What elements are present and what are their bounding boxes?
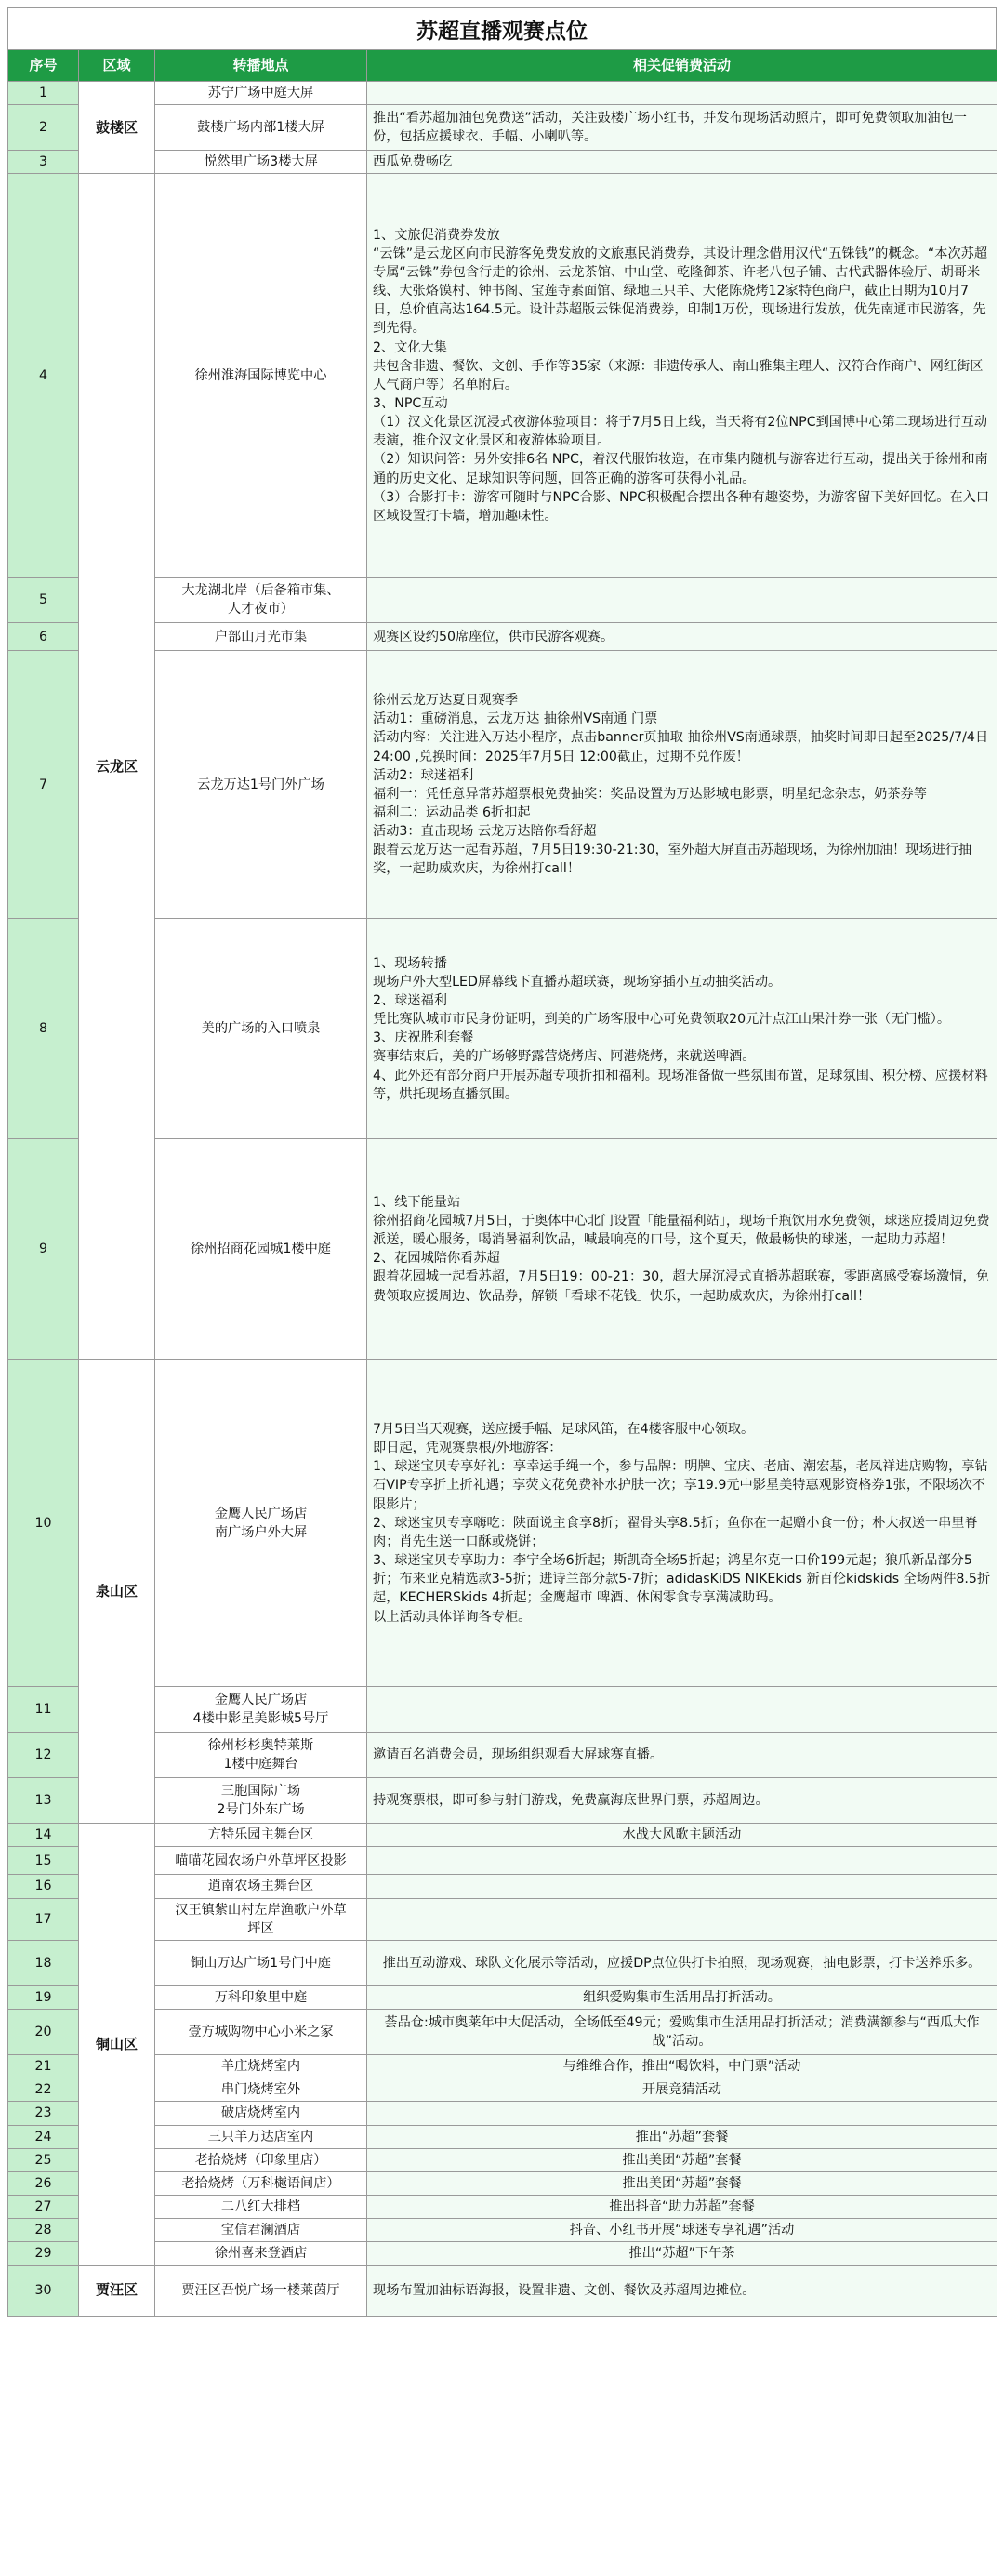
table-row <box>8 82 997 105</box>
table-row <box>8 2148 997 2171</box>
location-line: 2号门外东广场 <box>217 1802 305 1818</box>
table-row <box>8 1985 997 2009</box>
table-row <box>8 1898 997 1940</box>
activity-line: 邀请百名消费会员，现场组织观看大屏球赛直播。 <box>373 1747 664 1763</box>
location-cell <box>155 1360 367 1687</box>
row-seq: 18 <box>8 1940 79 1985</box>
activity-cell <box>367 2102 997 2125</box>
location-cell <box>155 2102 367 2125</box>
location-line: 老拾烧烤（印象里店） <box>194 2152 327 2168</box>
activity-line: 1、球迷宝贝专享好礼：享幸运手绳一个，参与品牌：明牌、宝庆、老庙、潮宏基，老凤祥进店购物，享钻石VIP专享折上折礼遇；享荧文花免费补水护肤一次；享19.9元中影星美特惠观影资格券1张，不限场次不限影片； <box>373 1459 988 1512</box>
activity-line: 即日起，凭观赛票根/外地游客： <box>373 1441 562 1456</box>
location-cell <box>155 2196 367 2219</box>
activity-cell <box>367 82 997 105</box>
activity-cell <box>367 578 997 623</box>
table-row <box>8 2055 997 2078</box>
table-row <box>8 1139 997 1360</box>
location-cell <box>155 1687 367 1733</box>
activity-line: 推出美团“苏超”套餐 <box>622 2175 742 2191</box>
activity-cell <box>367 1360 997 1687</box>
activity-cell <box>367 2125 997 2148</box>
table-row <box>8 2265 997 2316</box>
activity-line: “云铢”是云龙区向市民游客免费发放的文旅惠民消费券，其设计理念借用汉代“五铢钱”的概念。“本次苏超专属“云铢”券包含行走的徐州、云龙茶馆、中山堂、乾隆御茶、许老八包子铺、古代武器体验厅、胡哥米线、大张烙馍村、钟书阁、宝莲寺素面馆、绿地三只羊、大佬陈烧烤12家特色商户，截止日期为10月7日，总价值高达164.5元。设计苏超版云铢促消费券，印制1万份，现场进行发放，优先南通市民游客，先到先得。 <box>373 246 988 337</box>
activity-line: 现场户外大型LED屏幕线下直播苏超联赛，现场穿插小互动抽奖活动。 <box>373 974 782 989</box>
header-activity: 相关促销费活动 <box>367 50 997 82</box>
activity-line: 3、NPC互动 <box>373 395 448 411</box>
activity-line: 水战大风歌主题活动 <box>622 1827 742 1843</box>
row-seq: 1 <box>8 82 79 105</box>
row-seq: 7 <box>8 651 79 919</box>
location-line: 人才夜市） <box>228 602 294 617</box>
location-line: 串门烧烤室外 <box>220 2082 301 2098</box>
activity-line: （3）合影打卡：游客可随时与NPC合影、NPC积极配合摆出各种有趣姿势，为游客留下美好回忆。在入口区域设置打卡墙，增加趣味性。 <box>373 489 990 524</box>
activity-line: 3、球迷宝贝专享助力：李宁全场6折起；斯凯奇全场5折起；鸿星尔克一口价199元起；狼爪新品部分5折；布来亚克精选款3-5折；进诗兰部分款5-7折；adidasKiDS NIKEkids 新百伦kidskids 全场两件8.5折起，KECHERSkids 4折起；金鹰超市 啤酒、休闲零食专享满减助玛。 <box>373 1553 991 1606</box>
location-line: 三只羊万达店室内 <box>207 2129 314 2144</box>
activity-line: 跟着云龙万达一起看苏超，7月5日19:30-21:30，室外超大屏直击苏超现场，为徐州加油！现场进行抽奖，一起助威欢庆，为徐州打call！ <box>373 843 972 877</box>
location-cell <box>155 1847 367 1875</box>
activity-line: 1、线下能量站 <box>373 1194 461 1210</box>
district-cell: 云龙区 <box>79 174 155 1360</box>
location-cell <box>155 1778 367 1824</box>
activity-cell <box>367 919 997 1139</box>
row-seq: 29 <box>8 2242 79 2265</box>
activity-cell <box>367 2171 997 2195</box>
location-cell <box>155 919 367 1139</box>
location-line: 大龙湖北岸（后备箱市集、 <box>181 583 340 599</box>
activity-line: 推出互动游戏、球队文化展示等活动，应援DP点位供打卡拍照，现场观赛，抽电影票，打卡送养乐多。 <box>382 1955 982 1971</box>
activity-cell <box>367 1824 997 1847</box>
row-seq: 6 <box>8 623 79 651</box>
location-line: 贾汪区吾悦广场一楼莱茵厅 <box>181 2282 340 2298</box>
row-seq: 15 <box>8 1847 79 1875</box>
location-cell <box>155 1940 367 1985</box>
activity-line: 以上活动具体详询各专柜。 <box>373 1609 532 1625</box>
location-cell <box>155 2265 367 2316</box>
location-cell <box>155 623 367 651</box>
table-row <box>8 1733 997 1778</box>
location-line: 三胞国际广场 <box>220 1784 301 1799</box>
location-line: 二八红大排档 <box>220 2199 301 2215</box>
activity-line: 西瓜免费畅吃 <box>373 154 453 170</box>
activity-cell <box>367 2196 997 2219</box>
location-line: 金鹰人民广场店 <box>214 1506 308 1521</box>
activity-line: 凭比赛队城市市民身份证明，到美的广场客服中心可免费领取20元汁点江山果汁券一张（无门槛）。 <box>373 1012 951 1028</box>
activity-line: 2、花园城陪你看苏超 <box>373 1251 500 1267</box>
location-cell <box>155 1898 367 1940</box>
row-seq: 30 <box>8 2265 79 2316</box>
table-row <box>8 1824 997 1847</box>
location-line: 4楼中影星美影城5号厅 <box>192 1711 329 1727</box>
activity-line: 活动1：重磅消息，云龙万达 抽徐州VS南通 门票 <box>373 711 658 727</box>
activity-cell <box>367 2010 997 2055</box>
row-seq: 9 <box>8 1139 79 1360</box>
row-seq: 8 <box>8 919 79 1139</box>
table-row <box>8 1687 997 1733</box>
table-row <box>8 2219 997 2242</box>
location-line: 铜山万达广场1号门中庭 <box>191 1955 331 1971</box>
row-seq: 27 <box>8 2196 79 2219</box>
header-seq: 序号 <box>8 50 79 82</box>
row-seq: 21 <box>8 2055 79 2078</box>
row-seq: 28 <box>8 2219 79 2242</box>
location-cell <box>155 1985 367 2009</box>
table-row <box>8 174 997 578</box>
activity-cell <box>367 1687 997 1733</box>
row-seq: 22 <box>8 2078 79 2102</box>
location-line: 南广场户外大屏 <box>214 1524 308 1540</box>
district-cell: 贾汪区 <box>79 2265 155 2316</box>
location-cell <box>155 2219 367 2242</box>
location-line: 苏宁广场中庭大屏 <box>207 86 314 100</box>
location-line: 云龙万达1号门外广场 <box>197 777 324 792</box>
location-cell <box>155 2010 367 2055</box>
activity-line: 共包含非遗、餐饮、文创、手作等35家（来源：非遗传承人、南山雅集主理人、汉符合作商户、网红街区人气商户等）名单附后。 <box>373 358 984 392</box>
activity-line: 抖音、小红书开展“球迷专享礼遇”活动 <box>569 2223 795 2238</box>
activity-cell <box>367 623 997 651</box>
location-line: 喵喵花园农场户外草坪区投影 <box>175 1852 347 1868</box>
table-row <box>8 2078 997 2102</box>
table-row <box>8 651 997 919</box>
activity-cell <box>367 2242 997 2265</box>
row-seq: 2 <box>8 105 79 151</box>
activity-line: 1、现场转播 <box>373 955 447 971</box>
location-line: 鼓楼广场内部1楼大屏 <box>197 120 324 136</box>
row-seq: 11 <box>8 1687 79 1733</box>
table-row <box>8 2010 997 2055</box>
activity-cell <box>367 2055 997 2078</box>
location-line: 逍南农场主舞台区 <box>207 1879 314 1894</box>
activity-line: 开展竞猜活动 <box>641 2082 722 2098</box>
location-cell <box>155 1824 367 1847</box>
location-cell <box>155 578 367 623</box>
row-seq: 12 <box>8 1733 79 1778</box>
table-row <box>8 623 997 651</box>
row-seq: 3 <box>8 151 79 174</box>
activity-line: 2、文化大集 <box>373 339 447 355</box>
location-line: 羊庄烧烤室内 <box>220 2059 301 2075</box>
location-line: 1楼中庭舞台 <box>223 1757 298 1773</box>
location-line: 万科印象里中庭 <box>214 1989 308 2005</box>
table-row <box>8 919 997 1139</box>
table-row <box>8 1778 997 1824</box>
activity-line: 荟品仓:城市奥莱年中大促活动，全场低至49元；爱购集市生活用品打折活动；消费满额参与“西瓜大作战”活动。 <box>384 2014 980 2050</box>
location-cell <box>155 105 367 151</box>
header-location: 转播地点 <box>155 50 367 82</box>
location-cell <box>155 1139 367 1360</box>
row-seq: 25 <box>8 2148 79 2171</box>
location-line: 徐州淮海国际博览中心 <box>194 367 327 383</box>
table-row <box>8 1360 997 1687</box>
row-seq: 10 <box>8 1360 79 1687</box>
activity-cell <box>367 1778 997 1824</box>
location-cell <box>155 151 367 174</box>
location-cell <box>155 2055 367 2078</box>
activity-cell <box>367 105 997 151</box>
location-line: 宝信君澜酒店 <box>220 2223 301 2238</box>
row-seq: 16 <box>8 1875 79 1898</box>
activity-line: 组织爱购集市生活用品打折活动。 <box>583 1989 781 2005</box>
activity-line: 推出“苏超”下午茶 <box>628 2246 735 2262</box>
activity-cell <box>367 651 997 919</box>
location-line: 金鹰人民广场店 <box>214 1693 308 1708</box>
activity-line: 7月5日当天观赛，送应援手幅、足球风笛，在4楼客服中心领取。 <box>373 1421 755 1437</box>
activity-line: 推出“看苏超加油包免费送”活动，关注鼓楼广场小红书，并发布现场活动照片，即可免费领取加油包一份，包括应援球衣、手幅、小喇叭等。 <box>373 111 967 145</box>
location-line: 破店烧烤室内 <box>220 2105 301 2121</box>
activity-line: 徐州招商花园城7月5日，于奥体中心北门设置「能量福利站」，现场千瓶饮用水免费领，球迷应援周边免费派送，暖心服务，喝消暑福利饮品，喊最响亮的口号，这个夏天，做最畅快的球迷，一起助力苏超！ <box>373 1214 990 1248</box>
venue-table <box>7 49 997 2317</box>
row-seq: 23 <box>8 2102 79 2125</box>
activity-line: 观赛区设约50席座位，供市民游客观赛。 <box>373 629 614 644</box>
page-title: 苏超直播观赛点位 <box>7 7 997 50</box>
table-row <box>8 1847 997 1875</box>
location-line: 壹方城购物中心小米之家 <box>188 2025 334 2040</box>
district-cell: 泉山区 <box>79 1360 155 1824</box>
activity-cell <box>367 1940 997 1985</box>
row-seq: 5 <box>8 578 79 623</box>
activity-line: 推出“苏超”套餐 <box>635 2129 729 2144</box>
table-row <box>8 578 997 623</box>
activity-line: 徐州云龙万达夏日观赛季 <box>373 693 519 709</box>
activity-line: 与维维合作，推出“喝饮料，中门票”活动 <box>562 2059 801 2075</box>
activity-cell <box>367 2078 997 2102</box>
activity-line: 3、庆祝胜利套餐 <box>373 1030 474 1046</box>
row-seq: 13 <box>8 1778 79 1824</box>
table-row <box>8 1940 997 1985</box>
table-row <box>8 1875 997 1898</box>
table-row <box>8 2242 997 2265</box>
activity-line: 现场布置加油标语海报，设置非遗、文创、餐饮及苏超周边摊位。 <box>373 2282 756 2298</box>
activity-line: 推出抖音“助力苏超”套餐 <box>609 2199 755 2215</box>
activity-cell <box>367 2148 997 2171</box>
location-line: 徐州招商花园城1楼中庭 <box>191 1242 331 1257</box>
activity-line: 跟着花园城一起看苏超，7月5日19：00-21：30，超大屏沉浸式直播苏超联赛，零距离感受赛场激情，免费领取应援周边、饮品券，解锁「看球不花钱」快乐，一起助威欢庆，为徐州打call！ <box>373 1269 989 1304</box>
location-line: 汉王镇紫山村左岸渔歌户外草 <box>175 1902 347 1918</box>
table-row <box>8 2102 997 2125</box>
row-seq: 20 <box>8 2010 79 2055</box>
location-cell <box>155 651 367 919</box>
location-line: 徐州喜来登酒店 <box>214 2246 308 2262</box>
activity-cell <box>367 151 997 174</box>
table-row <box>8 2125 997 2148</box>
activity-line: 活动3：直击现场 云龙万达陪你看舒超 <box>373 824 597 840</box>
header-district: 区域 <box>79 50 155 82</box>
location-line: 美的广场的入口喷泉 <box>201 1021 321 1037</box>
row-seq: 17 <box>8 1898 79 1940</box>
activity-line: 活动2：球迷福利 <box>373 767 474 783</box>
table-row <box>8 151 997 174</box>
table-row <box>8 105 997 151</box>
district-cell: 铜山区 <box>79 1824 155 2265</box>
activity-line: 推出美团“苏超”套餐 <box>622 2152 742 2168</box>
row-seq: 14 <box>8 1824 79 1847</box>
location-cell <box>155 2125 367 2148</box>
activity-cell <box>367 1733 997 1778</box>
table-row <box>8 2196 997 2219</box>
location-cell <box>155 174 367 578</box>
location-cell <box>155 1733 367 1778</box>
activity-cell <box>367 1139 997 1360</box>
activity-line: 持观赛票根，即可参与射门游戏，免费赢海底世界门票，苏超周边。 <box>373 1793 769 1809</box>
activity-cell <box>367 1875 997 1898</box>
location-line: 方特乐园主舞台区 <box>207 1827 314 1843</box>
location-cell <box>155 82 367 105</box>
activity-line: 福利一：凭任意异常苏超票根免费抽奖：奖品设置为万达影城电影票，明星纪念杂志，奶茶券等 <box>373 786 927 802</box>
location-cell <box>155 2078 367 2102</box>
location-cell <box>155 1875 367 1898</box>
activity-line: 赛事结束后，美的广场够野露营烧烤店、阿港烧烤，来就送啤酒。 <box>373 1049 756 1065</box>
activity-cell <box>367 1898 997 1940</box>
location-cell <box>155 2242 367 2265</box>
activity-cell <box>367 2219 997 2242</box>
location-line: 坪区 <box>247 1920 274 1936</box>
activity-line: 2、球迷宝贝专享嗨吃：陕面说主食享8折；翟骨头享8.5折；鱼你在一起赠小食一份；朴大叔送一串里脊肉；肖先生送一口酥或烧饼； <box>373 1515 978 1549</box>
table-row <box>8 2171 997 2195</box>
row-seq: 24 <box>8 2125 79 2148</box>
location-line: 徐州杉杉奥特莱斯 <box>207 1738 314 1754</box>
location-cell <box>155 2148 367 2171</box>
district-cell: 鼓楼区 <box>79 82 155 174</box>
table-header-row <box>8 50 997 82</box>
activity-cell <box>367 2265 997 2316</box>
activity-cell <box>367 174 997 578</box>
activity-cell <box>367 1985 997 2009</box>
location-line: 老拾烧烤（万科樾语间店） <box>181 2175 340 2191</box>
activity-line: （2）知识问答：另外安排6名 NPC，着汉代服饰妆造，在市集内随机与游客进行互动，提出关于徐州和南通的历史文化、足球知识等问题，回答正确的游客可获得小礼品。 <box>373 452 988 486</box>
activity-line: 1、文旅促消费券发放 <box>373 227 500 243</box>
row-seq: 26 <box>8 2171 79 2195</box>
activity-cell <box>367 1847 997 1875</box>
location-line: 户部山月光市集 <box>214 629 308 644</box>
activity-line: 4、此外还有部分商户开展苏超专项折扣和福利。现场准备做一些氛围布置，足球氛围、积分榜、应援材料等，烘托现场直播氛围。 <box>373 1068 988 1102</box>
row-seq: 4 <box>8 174 79 578</box>
activity-line: （1）汉文化景区沉浸式夜游体验项目：将于7月5日上线，当天将有2位NPC到国博中心第二现场进行互动表演，推介汉文化景区和夜游体验项目。 <box>373 415 988 449</box>
table-body <box>8 82 997 2317</box>
activity-line: 福利二：运动品类 6折扣起 <box>373 804 531 820</box>
activity-line: 活动内容：关注进入万达小程序，点击banner页抽取 抽徐州VS南通球票，抽奖时间即日起至2025/7/4日24:00 ,兑换时间：2025年7月5日 12:00截止，过期不兑作废！ <box>373 730 989 764</box>
location-line: 悦然里广场3楼大屏 <box>204 154 318 170</box>
activity-line: 2、球迷福利 <box>373 993 447 1008</box>
location-cell <box>155 2171 367 2195</box>
row-seq: 19 <box>8 1985 79 2009</box>
